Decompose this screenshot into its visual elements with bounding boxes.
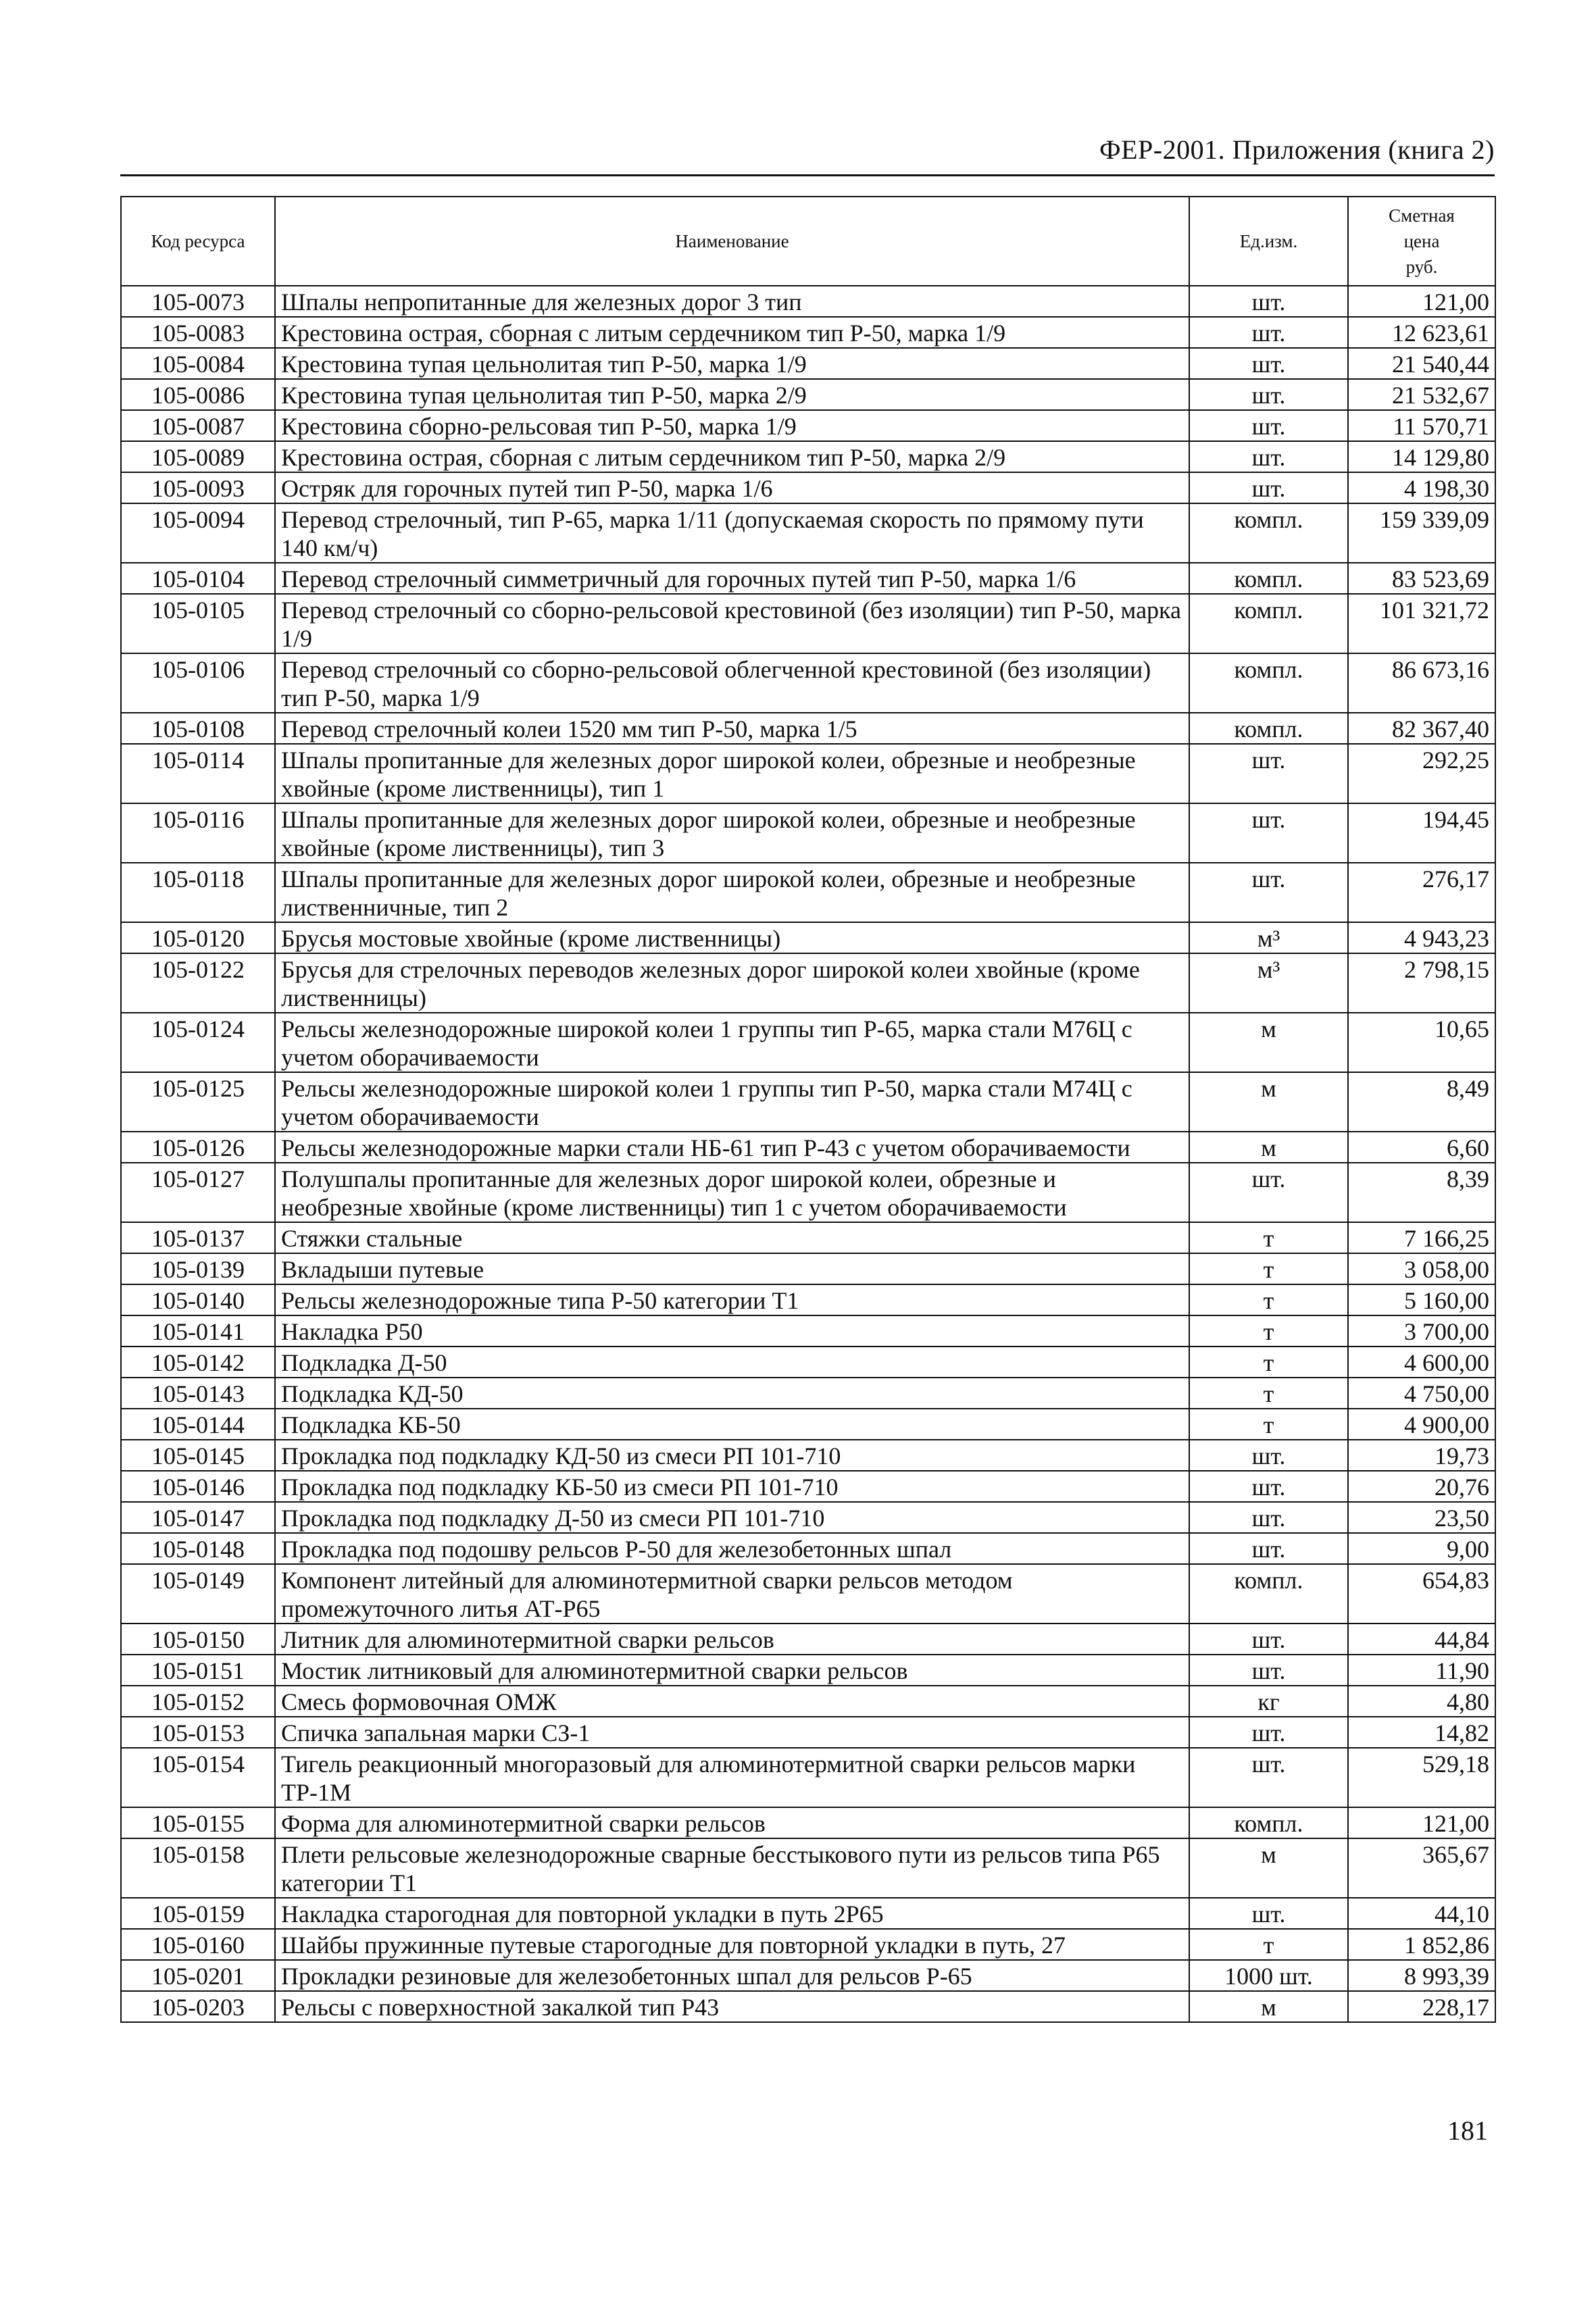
resource-name-cell: Перевод стрелочный симметричный для горочных путей тип Р-50, марка 1/6 [275, 563, 1189, 594]
resource-name-cell: Накладка Р50 [275, 1315, 1189, 1347]
table-row [121, 1838, 1495, 1898]
unit-cell: шт. [1189, 1717, 1348, 1748]
table-row [121, 863, 1495, 922]
table-row [121, 472, 1495, 503]
price-cell: 276,17 [1348, 863, 1495, 922]
price-cell: 194,45 [1348, 803, 1495, 863]
unit-cell: компл. [1189, 1564, 1348, 1624]
resource-code-cell: 105-0148 [121, 1533, 275, 1564]
resource-name-cell: Тигель реакционный многоразовый для алюминотермитной сварки рельсов марки ТР-1М [275, 1748, 1189, 1807]
resource-name-cell: Подкладка КД-50 [275, 1378, 1189, 1409]
column-header-unit: Ед.изм. [1189, 197, 1348, 286]
price-cell: 6,60 [1348, 1132, 1495, 1163]
resource-name-cell: Полушпалы пропитанные для железных дорог широкой колеи, обрезные и необрезные хвойные (кроме лиственницы) тип 1 с учетом оборачиваемости [275, 1163, 1189, 1222]
resource-name-cell: Шпалы пропитанные для железных дорог широкой колеи, обрезные и необрезные хвойные (кроме лиственницы), тип 1 [275, 744, 1189, 803]
unit-cell: компл. [1189, 594, 1348, 653]
price-cell: 14,82 [1348, 1717, 1495, 1748]
unit-cell: шт. [1189, 1533, 1348, 1564]
resource-code-cell: 105-0150 [121, 1624, 275, 1655]
unit-cell: т [1189, 1409, 1348, 1440]
price-cell: 11 570,71 [1348, 410, 1495, 441]
resource-code-cell: 105-0122 [121, 953, 275, 1013]
resource-code-cell: 105-0126 [121, 1132, 275, 1163]
resource-code-cell: 105-0118 [121, 863, 275, 922]
unit-cell: компл. [1189, 1807, 1348, 1838]
price-cell: 4 600,00 [1348, 1347, 1495, 1378]
price-cell: 7 166,25 [1348, 1222, 1495, 1253]
table-row [121, 1222, 1495, 1253]
price-cell: 11,90 [1348, 1655, 1495, 1686]
table-row [121, 713, 1495, 744]
unit-cell: 1000 шт. [1189, 1960, 1348, 1991]
table-row [121, 379, 1495, 410]
resource-code-cell: 105-0116 [121, 803, 275, 863]
column-header-price-line: Сметная [1389, 205, 1455, 226]
table-row [121, 1991, 1495, 2022]
resource-name-cell: Смесь формовочная ОМЖ [275, 1686, 1189, 1717]
resource-name-cell: Мостик литниковый для алюминотермитной сварки рельсов [275, 1655, 1189, 1686]
table-row [121, 563, 1495, 594]
unit-cell: т [1189, 1253, 1348, 1284]
resource-name-cell: Рельсы железнодорожные марки стали НБ-61 тип Р-43 с учетом оборачиваемости [275, 1132, 1189, 1163]
unit-cell: м [1189, 1991, 1348, 2022]
table-row [121, 1471, 1495, 1502]
resource-code-cell: 105-0147 [121, 1502, 275, 1533]
unit-cell: м [1189, 1132, 1348, 1163]
price-cell: 1 852,86 [1348, 1929, 1495, 1960]
price-cell: 8,39 [1348, 1163, 1495, 1222]
unit-cell: шт. [1189, 863, 1348, 922]
table-row [121, 653, 1495, 713]
resource-name-cell: Шпалы пропитанные для железных дорог широкой колеи, обрезные и необрезные лиственничные, тип 2 [275, 863, 1189, 922]
unit-cell: м [1189, 1072, 1348, 1132]
price-cell: 20,76 [1348, 1471, 1495, 1502]
resource-code-cell: 105-0127 [121, 1163, 275, 1222]
resource-name-cell: Рельсы с поверхностной закалкой тип Р43 [275, 1991, 1189, 2022]
resource-name-cell: Подкладка Д-50 [275, 1347, 1189, 1378]
unit-cell: м³ [1189, 953, 1348, 1013]
unit-cell: шт. [1189, 317, 1348, 348]
resource-name-cell: Плети рельсовые железнодорожные сварные бесстыкового пути из рельсов типа Р65 категории Т1 [275, 1838, 1189, 1898]
table-row [121, 317, 1495, 348]
resource-code-cell: 105-0139 [121, 1253, 275, 1284]
table-row [121, 410, 1495, 441]
unit-cell: шт. [1189, 379, 1348, 410]
column-header-price-line: руб. [1405, 257, 1438, 277]
price-cell: 5 160,00 [1348, 1284, 1495, 1315]
price-cell: 228,17 [1348, 1991, 1495, 2022]
table-row [121, 503, 1495, 563]
unit-cell: шт. [1189, 410, 1348, 441]
table-row [121, 1284, 1495, 1315]
price-cell: 4,80 [1348, 1686, 1495, 1717]
table-row [121, 1072, 1495, 1132]
resource-name-cell: Накладка старогодная для повторной укладки в путь 2Р65 [275, 1898, 1189, 1929]
table-row [121, 1717, 1495, 1748]
resource-name-cell: Форма для алюминотермитной сварки рельсов [275, 1807, 1189, 1838]
price-cell: 159 339,09 [1348, 503, 1495, 563]
price-cell: 12 623,61 [1348, 317, 1495, 348]
table-row [121, 1807, 1495, 1838]
table-row [121, 1347, 1495, 1378]
table-row [121, 953, 1495, 1013]
resource-name-cell: Спичка запальная марки СЗ-1 [275, 1717, 1189, 1748]
unit-cell: шт. [1189, 1655, 1348, 1686]
price-cell: 365,67 [1348, 1838, 1495, 1898]
resource-code-cell: 105-0140 [121, 1284, 275, 1315]
unit-cell: шт. [1189, 1898, 1348, 1929]
resource-code-cell: 105-0159 [121, 1898, 275, 1929]
resource-code-cell: 105-0114 [121, 744, 275, 803]
price-cell: 292,25 [1348, 744, 1495, 803]
resource-code-cell: 105-0104 [121, 563, 275, 594]
unit-cell: т [1189, 1315, 1348, 1347]
resource-name-cell: Шпалы пропитанные для железных дорог широкой колеи, обрезные и необрезные хвойные (кроме лиственницы), тип 3 [275, 803, 1189, 863]
resource-name-cell: Брусья для стрелочных переводов железных дорог широкой колеи хвойные (кроме лиственницы) [275, 953, 1189, 1013]
resource-name-cell: Рельсы железнодорожные типа Р-50 категории Т1 [275, 1284, 1189, 1315]
table-row [121, 286, 1495, 317]
table-row [121, 1013, 1495, 1072]
price-cell: 44,10 [1348, 1898, 1495, 1929]
page-header-title: ФЕР-2001. Приложения (книга 2) [1099, 134, 1495, 165]
table-row [121, 1409, 1495, 1440]
resource-code-cell: 105-0151 [121, 1655, 275, 1686]
table-row [121, 1929, 1495, 1960]
price-cell: 82 367,40 [1348, 713, 1495, 744]
resource-name-cell: Стяжки стальные [275, 1222, 1189, 1253]
price-cell: 4 198,30 [1348, 472, 1495, 503]
resource-name-cell: Перевод стрелочный со сборно-рельсовой крестовиной (без изоляции) тип Р-50, марка 1/9 [275, 594, 1189, 653]
price-cell: 121,00 [1348, 286, 1495, 317]
resource-code-cell: 105-0144 [121, 1409, 275, 1440]
unit-cell: компл. [1189, 713, 1348, 744]
resource-code-cell: 105-0160 [121, 1929, 275, 1960]
price-cell: 4 943,23 [1348, 922, 1495, 953]
unit-cell: м [1189, 1013, 1348, 1072]
resource-name-cell: Крестовина острая, сборная с литым сердечником тип Р-50, марка 2/9 [275, 441, 1189, 472]
resource-code-cell: 105-0153 [121, 1717, 275, 1748]
resource-code-cell: 105-0155 [121, 1807, 275, 1838]
table-row [121, 1533, 1495, 1564]
resource-name-cell: Подкладка КБ-50 [275, 1409, 1189, 1440]
price-cell: 21 540,44 [1348, 348, 1495, 379]
table-body [121, 286, 1495, 2022]
column-header-name: Наименование [275, 197, 1189, 286]
price-cell: 19,73 [1348, 1440, 1495, 1471]
price-cell: 4 750,00 [1348, 1378, 1495, 1409]
resource-name-cell: Вкладыши путевые [275, 1253, 1189, 1284]
column-header-price-line: цена [1403, 231, 1440, 251]
resource-code-cell: 105-0106 [121, 653, 275, 713]
table-row [121, 594, 1495, 653]
resource-code-cell: 105-0089 [121, 441, 275, 472]
table-row [121, 1960, 1495, 1991]
unit-cell: т [1189, 1222, 1348, 1253]
resource-code-cell: 105-0073 [121, 286, 275, 317]
price-cell: 654,83 [1348, 1564, 1495, 1624]
table-row [121, 1748, 1495, 1807]
price-cell: 121,00 [1348, 1807, 1495, 1838]
unit-cell: шт. [1189, 1624, 1348, 1655]
resource-code-cell: 105-0154 [121, 1748, 275, 1807]
table-row [121, 348, 1495, 379]
resource-code-cell: 105-0146 [121, 1471, 275, 1502]
resource-code-cell: 105-0120 [121, 922, 275, 953]
column-header-price [1348, 197, 1495, 286]
resource-name-cell: Компонент литейный для алюминотермитной сварки рельсов методом промежуточного литья АТ-Р65 [275, 1564, 1189, 1624]
price-cell: 44,84 [1348, 1624, 1495, 1655]
table-row [121, 1378, 1495, 1409]
price-cell: 4 900,00 [1348, 1409, 1495, 1440]
resource-code-cell: 105-0141 [121, 1315, 275, 1347]
table-row [121, 1502, 1495, 1533]
price-cell: 101 321,72 [1348, 594, 1495, 653]
table-row [121, 803, 1495, 863]
table-row [121, 1315, 1495, 1347]
resource-name-cell: Брусья мостовые хвойные (кроме лиственницы) [275, 922, 1189, 953]
resource-code-cell: 105-0137 [121, 1222, 275, 1253]
price-cell: 8,49 [1348, 1072, 1495, 1132]
resource-name-cell: Перевод стрелочный колеи 1520 мм тип Р-50, марка 1/5 [275, 713, 1189, 744]
resource-code-cell: 105-0108 [121, 713, 275, 744]
unit-cell: т [1189, 1929, 1348, 1960]
table-row [121, 1624, 1495, 1655]
unit-cell: шт. [1189, 348, 1348, 379]
resource-name-cell: Прокладка под подошву рельсов Р-50 для железобетонных шпал [275, 1533, 1189, 1564]
unit-cell: шт. [1189, 286, 1348, 317]
table-row [121, 441, 1495, 472]
price-cell: 21 532,67 [1348, 379, 1495, 410]
resource-name-cell: Крестовина тупая цельнолитая тип Р-50, марка 2/9 [275, 379, 1189, 410]
unit-cell: м [1189, 1838, 1348, 1898]
resource-code-cell: 105-0203 [121, 1991, 275, 2022]
unit-cell: компл. [1189, 563, 1348, 594]
price-cell: 14 129,80 [1348, 441, 1495, 472]
resource-name-cell: Крестовина сборно-рельсовая тип Р-50, марка 1/9 [275, 410, 1189, 441]
unit-cell: шт. [1189, 744, 1348, 803]
resource-name-cell: Крестовина тупая цельнолитая тип Р-50, марка 1/9 [275, 348, 1189, 379]
resource-name-cell: Прокладка под подкладку КБ-50 из смеси РП 101-710 [275, 1471, 1189, 1502]
resource-code-cell: 105-0143 [121, 1378, 275, 1409]
resource-code-cell: 105-0149 [121, 1564, 275, 1624]
resource-name-cell: Шайбы пружинные путевые старогодные для повторной укладки в путь, 27 [275, 1929, 1189, 1960]
resource-name-cell: Шпалы непропитанные для железных дорог 3 тип [275, 286, 1189, 317]
unit-cell: т [1189, 1378, 1348, 1409]
resource-code-cell: 105-0094 [121, 503, 275, 563]
resource-name-cell: Прокладка под подкладку Д-50 из смеси РП 101-710 [275, 1502, 1189, 1533]
unit-cell: шт. [1189, 1748, 1348, 1807]
unit-cell: кг [1189, 1686, 1348, 1717]
table-row [121, 1564, 1495, 1624]
table-row [121, 1898, 1495, 1929]
unit-cell: м³ [1189, 922, 1348, 953]
table-row [121, 1440, 1495, 1471]
resource-name-cell: Прокладки резиновые для железобетонных шпал для рельсов Р-65 [275, 1960, 1189, 1991]
resource-code-cell: 105-0152 [121, 1686, 275, 1717]
price-cell: 3 700,00 [1348, 1315, 1495, 1347]
table-row [121, 922, 1495, 953]
unit-cell: т [1189, 1347, 1348, 1378]
resource-code-cell: 105-0125 [121, 1072, 275, 1132]
unit-cell: шт. [1189, 1502, 1348, 1533]
price-cell: 86 673,16 [1348, 653, 1495, 713]
resource-code-cell: 105-0201 [121, 1960, 275, 1991]
resource-name-cell: Рельсы железнодорожные широкой колеи 1 группы тип Р-65, марка стали М76Ц с учетом оборачиваемости [275, 1013, 1189, 1072]
table-row [121, 744, 1495, 803]
unit-cell: компл. [1189, 503, 1348, 563]
resource-code-cell: 105-0158 [121, 1838, 275, 1898]
resource-code-cell: 105-0142 [121, 1347, 275, 1378]
resource-name-cell: Остряк для горочных путей тип Р-50, марка 1/6 [275, 472, 1189, 503]
unit-cell: шт. [1189, 1471, 1348, 1502]
resource-code-cell: 105-0087 [121, 410, 275, 441]
unit-cell: шт. [1189, 1163, 1348, 1222]
column-header-code: Код ресурса [121, 197, 275, 286]
resource-name-cell: Прокладка под подкладку КД-50 из смеси РП 101-710 [275, 1440, 1189, 1471]
page-number: 181 [1447, 2115, 1488, 2146]
resource-code-cell: 105-0145 [121, 1440, 275, 1471]
price-cell: 10,65 [1348, 1013, 1495, 1072]
resource-name-cell: Рельсы железнодорожные широкой колеи 1 группы тип Р-50, марка стали М74Ц с учетом оборачиваемости [275, 1072, 1189, 1132]
table-row [121, 1132, 1495, 1163]
resource-name-cell: Литник для алюминотермитной сварки рельсов [275, 1624, 1189, 1655]
price-cell: 9,00 [1348, 1533, 1495, 1564]
resource-name-cell: Перевод стрелочный со сборно-рельсовой облегченной крестовиной (без изоляции) тип Р-50, марка 1/9 [275, 653, 1189, 713]
unit-cell: компл. [1189, 653, 1348, 713]
unit-cell: шт. [1189, 441, 1348, 472]
resource-code-cell: 105-0086 [121, 379, 275, 410]
unit-cell: шт. [1189, 1440, 1348, 1471]
table-header-row [121, 197, 1495, 286]
price-cell: 3 058,00 [1348, 1253, 1495, 1284]
resource-price-table [120, 196, 1496, 2023]
table-row [121, 1253, 1495, 1284]
price-cell: 8 993,39 [1348, 1960, 1495, 1991]
price-cell: 23,50 [1348, 1502, 1495, 1533]
resource-code-cell: 105-0124 [121, 1013, 275, 1072]
price-cell: 529,18 [1348, 1748, 1495, 1807]
unit-cell: т [1189, 1284, 1348, 1315]
table-row [121, 1655, 1495, 1686]
header-divider [120, 174, 1495, 176]
table-row [121, 1163, 1495, 1222]
unit-cell: шт. [1189, 472, 1348, 503]
resource-name-cell: Перевод стрелочный, тип Р-65, марка 1/11 (допускаемая скорость по прямому пути 140 км/ч) [275, 503, 1189, 563]
unit-cell: шт. [1189, 803, 1348, 863]
resource-code-cell: 105-0084 [121, 348, 275, 379]
table-row [121, 1686, 1495, 1717]
resource-code-cell: 105-0093 [121, 472, 275, 503]
resource-code-cell: 105-0105 [121, 594, 275, 653]
price-cell: 83 523,69 [1348, 563, 1495, 594]
resource-name-cell: Крестовина острая, сборная с литым сердечником тип Р-50, марка 1/9 [275, 317, 1189, 348]
price-cell: 2 798,15 [1348, 953, 1495, 1013]
resource-code-cell: 105-0083 [121, 317, 275, 348]
